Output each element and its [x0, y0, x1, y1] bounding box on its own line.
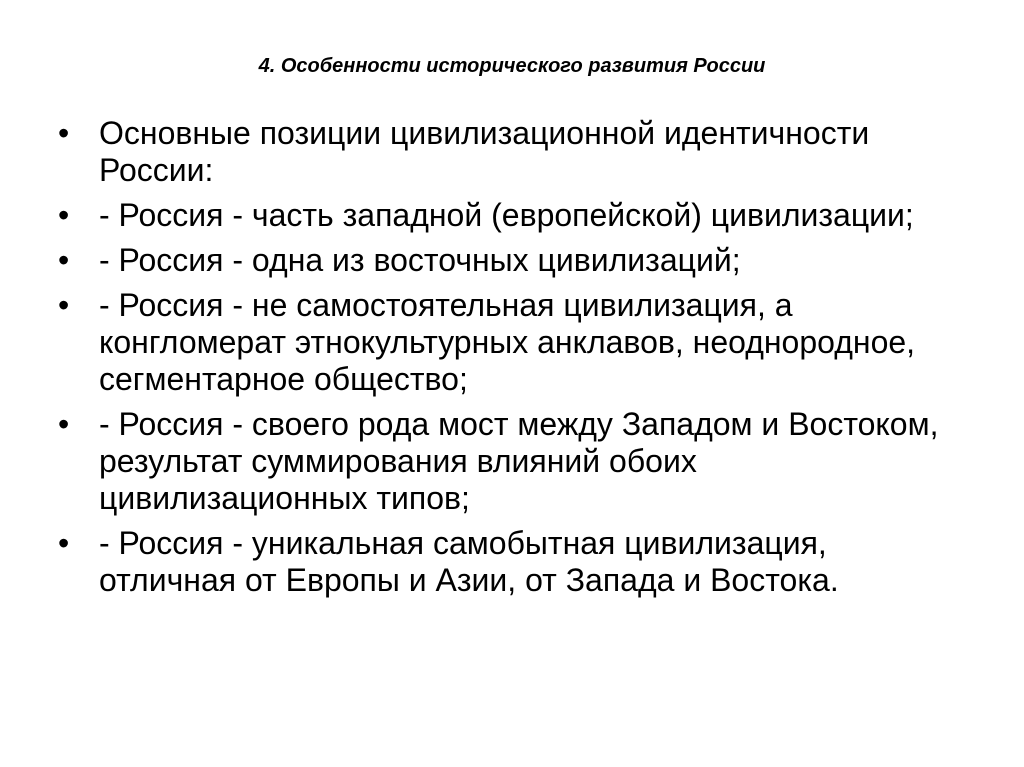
- bullet-item-5: [58, 406, 958, 517]
- bullet-icon: •: [58, 115, 70, 151]
- bullet-icon: •: [58, 287, 70, 323]
- bullet-icon: •: [58, 242, 70, 278]
- bullet-icon: •: [58, 525, 70, 561]
- bullet-item-2: [58, 197, 958, 234]
- bullet-text: - Россия - уникальная самобытная цивилизация, отличная от Европы и Азии, от Запада и Востока.: [99, 525, 839, 598]
- bullet-text: - Россия - своего рода мост между Западом и Востоком, результат суммирования влияний обоих цивилизационных типов;: [99, 406, 939, 516]
- bullet-text: - Россия - не самостоятельная цивилизация, а конгломерат этнокультурных анклавов, неоднородное, сегментарное общество;: [99, 287, 916, 397]
- bullet-text: Основные позиции цивилизационной идентичности России:: [99, 115, 870, 188]
- bullet-item-1: [58, 115, 958, 189]
- bullet-text: - Россия - одна из восточных цивилизаций;: [99, 242, 741, 278]
- bullet-list: [58, 115, 958, 607]
- bullet-icon: •: [58, 406, 70, 442]
- bullet-item-4: [58, 287, 958, 398]
- slide-title: 4. Особенности исторического развития России: [258, 55, 766, 77]
- bullet-item-6: [58, 525, 958, 599]
- bullet-text: - Россия - часть западной (европейской) цивилизации;: [99, 197, 914, 233]
- bullet-icon: •: [58, 197, 70, 233]
- bullet-item-3: [58, 242, 958, 279]
